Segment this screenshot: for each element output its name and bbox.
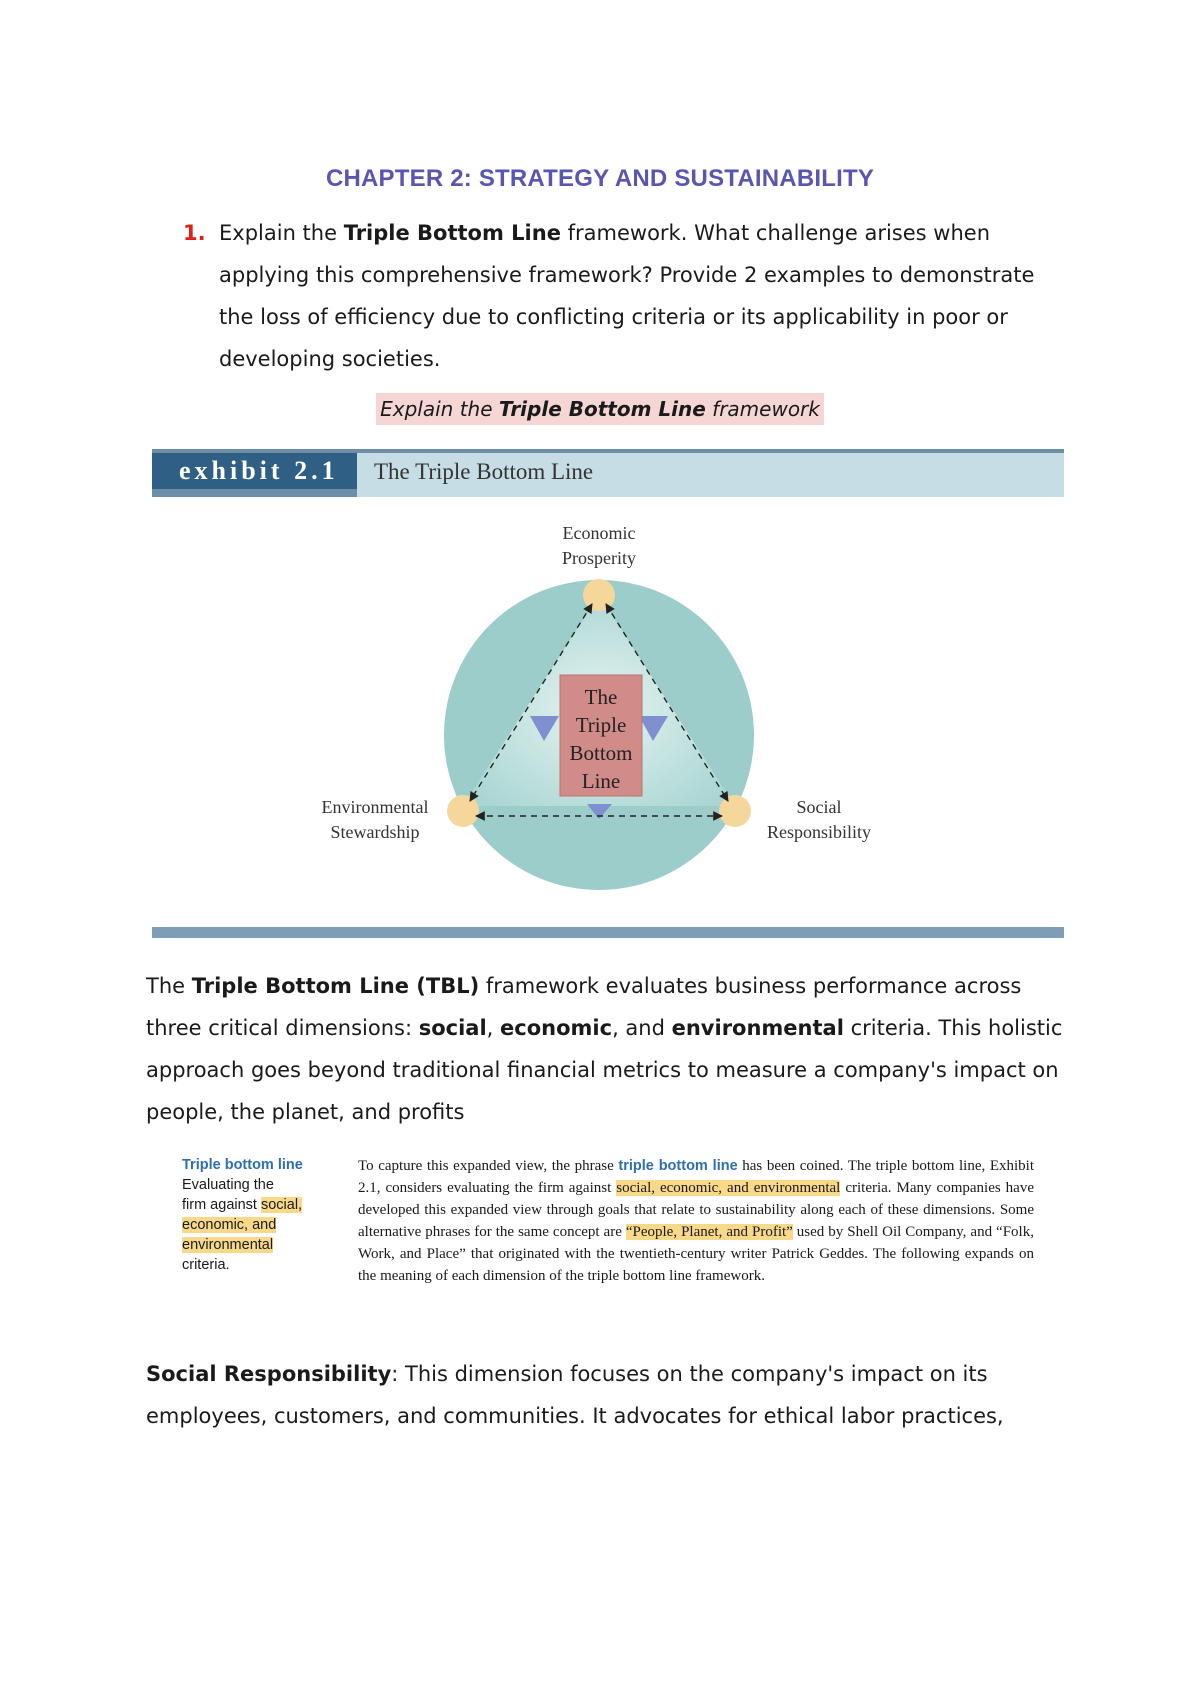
- node-economic-label: Prosperity: [562, 548, 636, 568]
- excerpt-body: [358, 1155, 1034, 1287]
- question-text-part: Explain the: [219, 221, 344, 245]
- paragraph-text: ,: [486, 1016, 501, 1040]
- paragraph-text: The: [146, 974, 192, 998]
- excerpt-highlight: social, economic, and environmental: [616, 1180, 841, 1196]
- exhibit-label: exhibit 2.1: [152, 453, 357, 489]
- social-responsibility-paragraph: [146, 1353, 1066, 1437]
- node-social-label: Social: [796, 797, 842, 817]
- paragraph-bold: Triple Bottom Line (TBL): [191, 974, 480, 998]
- tbl-paragraph: [146, 965, 1066, 1133]
- excerpt-text: criteria. Many companies have developed this expanded view through goals that relate to sustainability along each of these dimensions. Some alternative phrases for the same concept are: [358, 1180, 1035, 1240]
- exhibit-footer-rule: [152, 927, 1064, 938]
- margin-line-part: firm against: [182, 1197, 261, 1213]
- chapter-title: CHAPTER 2: STRATEGY AND SUSTAINABILITY: [325, 165, 875, 192]
- paragraph-bold: environmental: [671, 1016, 844, 1040]
- node-environmental-label: Stewardship: [330, 822, 420, 842]
- margin-highlight: social,: [260, 1197, 303, 1213]
- margin-line: Evaluating the: [182, 1177, 274, 1193]
- margin-term: Triple bottom line: [182, 1157, 303, 1173]
- center-label-line: The: [584, 685, 618, 709]
- subheading-bold-term: Triple Bottom Line: [498, 397, 706, 421]
- margin-line: [182, 1235, 342, 1255]
- paragraph-text: framework evaluates business performance across three critical dimensions:: [146, 974, 1022, 1040]
- excerpt-text: has been coined. The triple bottom line, Exhibit 2.1, considers evaluating the firm against: [358, 1158, 1034, 1196]
- margin-definition: [182, 1155, 342, 1275]
- margin-line: [182, 1215, 342, 1235]
- center-label-line: Triple: [575, 713, 627, 737]
- paragraph-text: criteria. This holistic approach goes beyond traditional financial metrics to measure a company's impact on people, the planet, and profits: [146, 1016, 1063, 1124]
- triple-bottom-line-diagram: [152, 449, 1064, 927]
- excerpt-text: used by Shell Oil Company, and “Folk, Work, and Place” that originated with the twentieth-century writer Patrick Geddes. The following expands on the meaning of each dimension of the triple bottom line framework.: [358, 1224, 1034, 1284]
- paragraph-text: : This dimension focuses on the company's impact on its employees, customers, and communities. It advocates for ethical labor practices,: [146, 1362, 1004, 1428]
- paragraph-text: , and: [612, 1016, 672, 1040]
- subheading-container: [0, 393, 1200, 425]
- excerpt-text: To capture this expanded view, the phrase: [358, 1158, 619, 1174]
- subheading-part: framework: [705, 397, 820, 421]
- center-label-line: Line: [581, 769, 621, 793]
- margin-line: criteria.: [182, 1257, 230, 1273]
- excerpt-key-term: triple bottom line: [618, 1158, 738, 1174]
- paragraph-bold: social: [418, 1016, 487, 1040]
- question-number: 1.: [183, 221, 206, 245]
- node-economic-circle: [583, 579, 615, 611]
- paragraph-bold: Social Responsibility: [146, 1362, 392, 1386]
- subheading-part: Explain the: [380, 397, 499, 421]
- margin-highlight: economic, and: [182, 1217, 277, 1233]
- subheading: [376, 393, 824, 425]
- exhibit-figure: [152, 449, 1064, 939]
- center-label-line: Bottom: [569, 741, 633, 765]
- node-social-circle: [719, 795, 751, 827]
- node-environmental-label: Environmental: [321, 797, 429, 817]
- exhibit-title: The Triple Bottom Line: [374, 459, 594, 484]
- node-social-label: Responsibility: [766, 822, 872, 842]
- question-bold-term: Triple Bottom Line: [343, 221, 561, 245]
- question-text-part: framework. What challenge arises when applying this comprehensive framework? Provide 2 examples to demonstrate the loss of efficiency due to conflicting criteria or its applicability in poor or developing societies.: [219, 221, 1035, 371]
- node-environmental-circle: [447, 795, 479, 827]
- margin-highlight: environmental: [182, 1237, 274, 1253]
- node-economic-label: Economic: [562, 523, 636, 543]
- excerpt-highlight: “People, Planet, and Profit”: [625, 1224, 793, 1240]
- margin-line: [182, 1195, 342, 1215]
- textbook-excerpt: [150, 1155, 1070, 1315]
- paragraph-bold: economic: [500, 1016, 613, 1040]
- question-1: [183, 212, 1063, 380]
- question-text: [219, 212, 1063, 380]
